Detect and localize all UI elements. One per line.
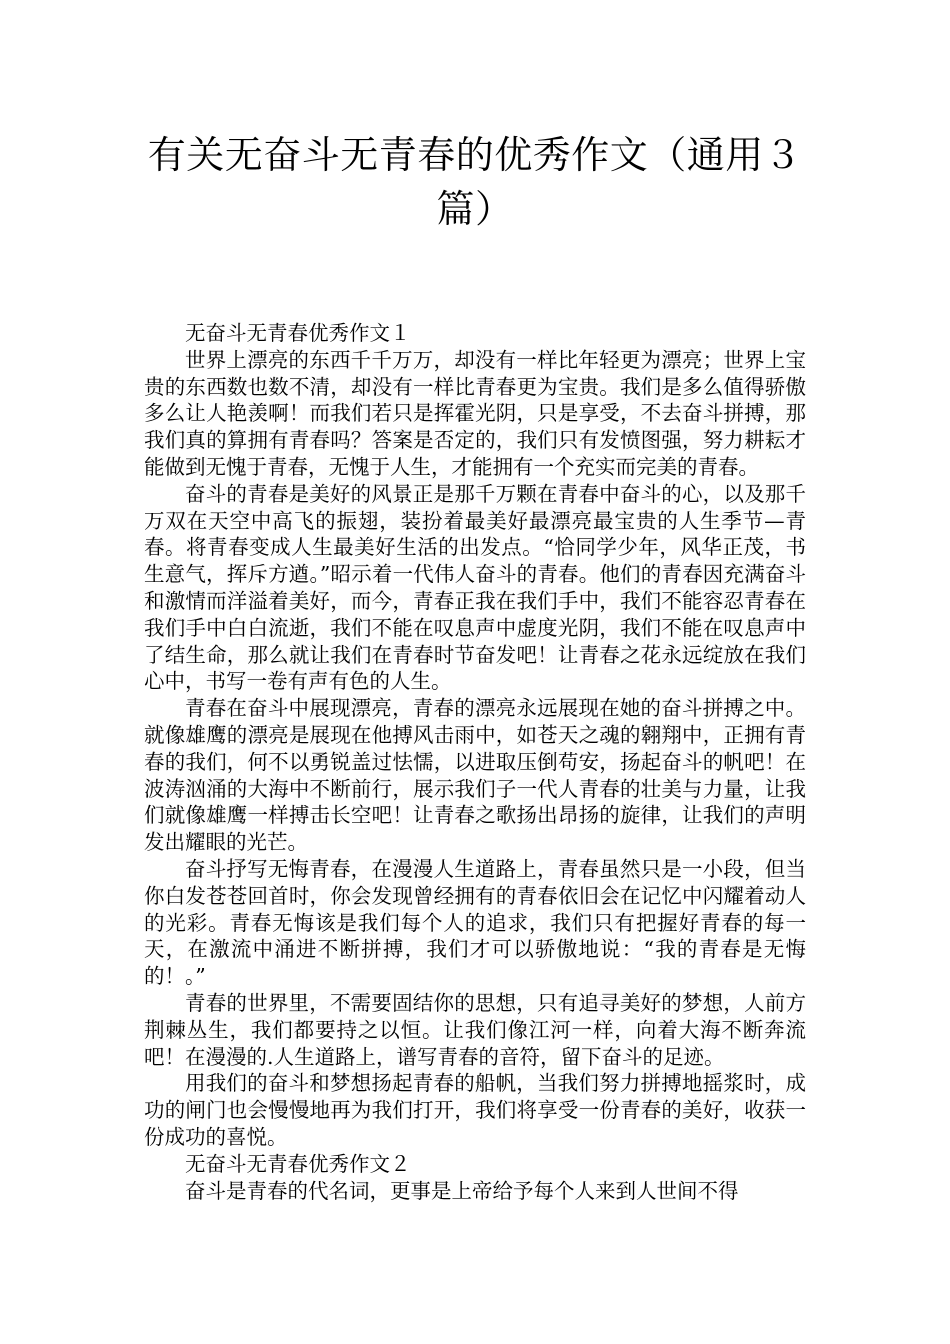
paragraph: 青春的世界里，不需要固结你的思想，只有追寻美好的梦想，人前方荆棘丛生，我们都要持之以恒。让我们像江河一样，向着大海不断奔流吧！在漫漫的.人生道路上，谱写青春的音符，留下奋斗的足迹。 <box>144 990 806 1069</box>
section-heading-1: 无奋斗无青春优秀作文１ <box>185 321 411 345</box>
document-body <box>144 320 806 1204</box>
paragraph: 用我们的奋斗和梦想扬起青春的船帆，当我们努力拼搏地摇浆时，成功的闸门也会慢慢地再为我们打开，我们将享受一份青春的美好，收获一份成功的喜悦。 <box>144 1071 806 1149</box>
paragraph: 奋斗是青春的代名词，更事是上帝给予每个人来到人世间不得 <box>185 1178 739 1203</box>
paragraph: 世界上漂亮的东西千千万万，却没有一样比年轻更为漂亮；世界上宝贵的东西数也数不清，却没有一样比青春更为宝贵。我们是多么值得骄傲多么让人艳羡啊！而我们若只是挥霍光阴，只是享受，不去奋斗拼搏，那我们真的算拥有青春吗？答案是否定的，我们只有发愤图强，努力耕耘才能做到无愧于青春，无愧于人生，才能拥有一个充实而完美的青春。 <box>144 347 806 479</box>
document-title: 有关无奋斗无青春的优秀作文（通用３篇） <box>147 133 803 231</box>
section-heading-2: 无奋斗无青春优秀作文２ <box>185 1151 411 1176</box>
paragraph: 奋斗的青春是美好的风景正是那千万颗在青春中奋斗的心，以及那千万双在天空中高飞的振翅，装扮着最美好最漂亮最宝贵的人生季节—青春。将青春变成人生最美好生活的出发点。“恰同学少年，风华正茂，书生意气，挥斥方遒。”昭示着一代伟人奋斗的青春。他们的青春因充满奋斗和激情而洋溢着美好，而今，青春正我在我们手中，我们不能容忍青春在我们手中白白流逝，我们不能在叹息声中虚度光阴，我们不能在叹息声中了结生命，那么就让我们在青春时节奋发吧！让青春之花永远绽放在我们心中，书写一卷有声有色的人生。 <box>144 481 806 694</box>
paragraph: 奋斗抒写无悔青春，在漫漫人生道路上，青春虽然只是一小段，但当你白发苍苍回首时，你会发现曾经拥有的青春依旧会在记忆中闪耀着动人的光彩。青春无悔该是我们每个人的追求，我们只有把握好青春的每一天，在激流中涌进不断拼搏，我们才可以骄傲地说：“我的青春是无悔的！。” <box>144 856 806 989</box>
paragraph: 青春在奋斗中展现漂亮，青春的漂亮永远展现在她的奋斗拼搏之中。就像雄鹰的漂亮是展现在他搏风击雨中，如苍天之魂的翱翔中，正拥有青春的我们，何不以勇锐盖过怯懦，以进取压倒苟安，扬起奋斗的帆吧！在波涛汹涌的大海中不断前行，展示我们子一代人青春的壮美与力量，让我们就像雄鹰一样搏击长空吧！让青春之歌扬出昂扬的旋律，让我们的声明发出耀眼的光芒。 <box>144 696 806 855</box>
